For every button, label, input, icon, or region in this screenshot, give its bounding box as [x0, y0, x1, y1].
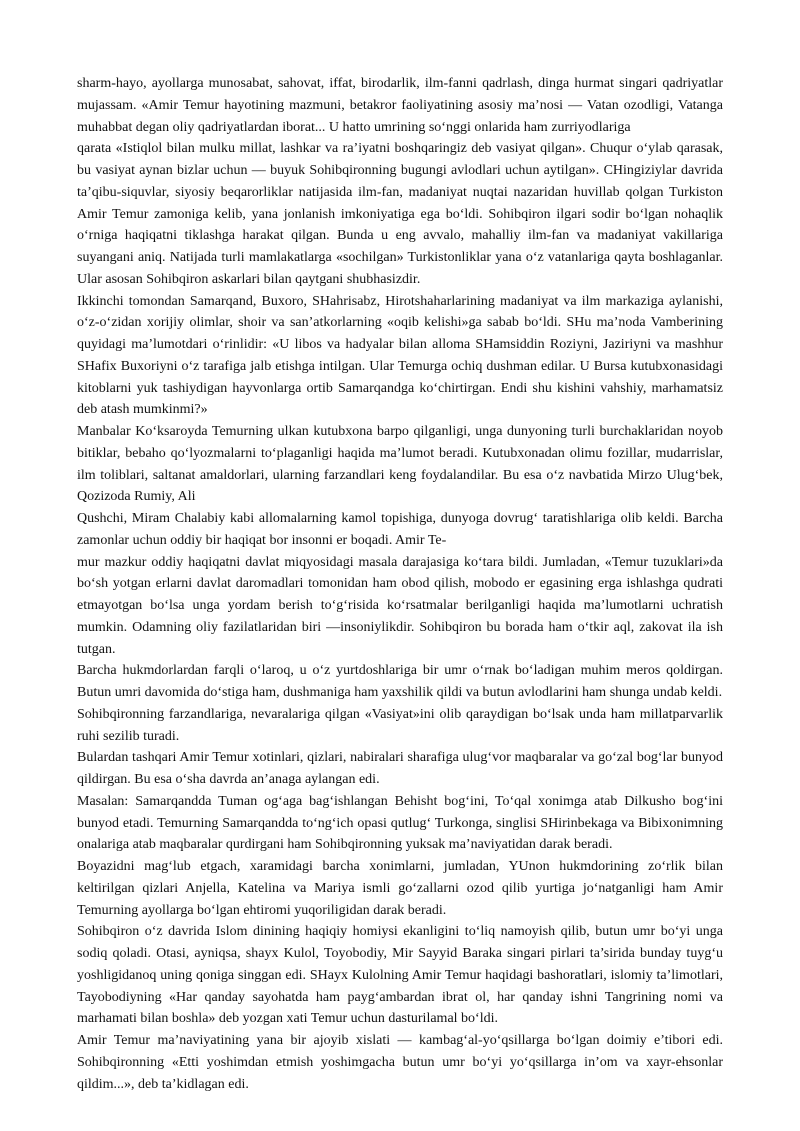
paragraph: mur mazkur oddiy haqiqatni davlat miqyosidagi masala darajasiga ko‘tara bildi. Jumladan, «Temur tuzuklari»da bo‘sh yotgan erlarni davlat daromadlari tomonidan ham obod qilish, mobodo er egasining erga ishlashga qudrati etmayotgan bo‘lsa unga yordam berish to‘g‘risida ko‘rsatmalar berilganligi haqida ma’lumotlarni uchratish mumkin. Odamning oliy fazilatlaridan biri —insoniylikdir. Sohibqiron bu borada ham o‘tkir aql, zakovat ila ish tutgan. [77, 554, 723, 657]
document-page [77, 73, 723, 1095]
paragraph: Ikkinchi tomondan Samarqand, Buxoro, SHahrisabz, Hirotshaharlarining madaniyat va ilm markaziga aylanishi, o‘z-o‘zidan xorijiy olimlar, shoir va san’atkorlarning «oqib kelishi»ga sabab bo‘ldi. SHu ma’noda Vamberining quyidagi ma’lumotdari o‘rinlidir: «U libos va hadyalar bilan alloma SHamsiddin Roziyni, Jaziriyni va mashhur SHafix Buxoriyni o‘z tarafiga jalb etishga intilgan. Ular Temurga ochiq dushman edilar. U Bursa kutubxonasidagi kitoblarni yuk tashiydigan hayvonlarga ortib Samarqandga ko‘chirtirgan. Endi shu kishini vahshiy, marhamatsiz deb atash mumkinmi?» [77, 293, 723, 418]
paragraph: Bulardan tashqari Amir Temur xotinlari, qizlari, nabiralari sharafiga ulug‘vor maqbaralar va go‘zal bog‘lar bunyod qildirgan. Bu esa o‘sha davrda an’anaga aylangan edi. [77, 750, 723, 787]
paragraph: Qushchi, Miram Chalabiy kabi allomalarning kamol topishiga, dunyoga dovrug‘ taratishlariga olib keldi. Barcha zamonlar uchun oddiy bir haqiqat bor insonni er boqadi. Amir Te- [77, 511, 723, 548]
paragraph: Manbalar Ko‘ksaroyda Temurning ulkan kutubxona barpo qilganligi, unga dunyoning turli burchaklaridan noyob bitiklar, bebaho qo‘lyozmalarni to‘plaganligi haqida ma’lumot beradi. Kutubxonadan olimu fozillar, mudarrislar, ilm toliblari, saltanat amaldorlari, ularning farzandlari keng foydalandilar. Bu esa o‘z navbatida Mirzo Ulug‘bek, Qozizoda Rumiy, Ali [77, 424, 723, 505]
paragraph: Boyazidni mag‘lub etgach, xaramidagi barcha xonimlarni, jumladan, YUnon hukmdorining zo‘rlik bilan keltirilgan qizlari Anjella, Katelina va Mariya ismli go‘zallarni ozod qilib yurtiga jo‘natganligi ham Amir Temurning ayollarga bo‘lgan ehtiromi yuqoriligidan darak beradi. [77, 859, 723, 918]
paragraph: sharm-hayo, ayollarga munosabat, sahovat, iffat, birodarlik, ilm-fanni qadrlash, dinga hurmat singari qadriyatlar mujassam. «Amir Temur hayotining mazmuni, betakror faoliyatining asosiy ma’nosi — Vatan ozodligi, Vatanga muhabbat degan oliy qadriyatlardan iborat... U hatto umrining so‘nggi onlarida ham zurriyodlariga [77, 76, 723, 135]
paragraph: Amir Temur ma’naviyatining yana bir ajoyib xislati — kambag‘al-yo‘qsillarga bo‘lgan doimiy e’tibori edi. Sohibqironning «Etti yoshimdan etmish yoshimgacha butun umr bo‘yi yo‘qsillarga in’om va xayr-ehsonlar qildim...», deb ta’kidlagan edi. [77, 1033, 723, 1092]
paragraph: Masalan: Samarqandda Tuman og‘aga bag‘ishlangan Behisht bog‘ini, To‘qal xonimga atab Dilkusho bog‘ini bunyod etadi. Temurning Samarqandda to‘ng‘ich opasi qutlug‘ Turkonga, singlisi SHirinbekaga va Bibixonimning onalariga atab maqbaralar qurdirgani ham Sohibqironning yuksak ma’naviyatidan darak beradi. [77, 793, 723, 853]
paragraph: Barcha hukmdorlardan farqli o‘laroq, u o‘z yurtdoshlariga bir umr o‘rnak bo‘ladigan muhim meros qoldirgan. Butun umri davomida do‘stiga ham, dushmaniga ham yaxshilik qildi va butun avlodlarini ham shunga undab keldi. [77, 663, 723, 700]
paragraph: Sohibqironning farzandlariga, nevaralariga qilgan «Vasiyat»ini olib qaraydigan bo‘lsak unda ham millatparvarlik ruhi sezilib turadi. [77, 706, 723, 744]
paragraph: Sohibqiron o‘z davrida Islom dinining haqiqiy homiysi ekanligini to‘liq namoyish qilib, butun umr bo‘yi unga sodiq qoladi. Otasi, ayniqsa, shayx Kulol, Toyobodiy, Mir Sayyid Baraka singari pirlari ta’sirida bunday tuyg‘u yoshligidanoq uning qoniga singgan edi. SHayx Kulolning Amir Temur haqidagi bashoratlari, islomiy ta’limotlari, Tayobodiyning «Har qanday sayohatda ham payg‘ambardan ibrat ol, har qanday ishni Tangrining nomi va marhamati bilan boshla» deb yozgan xati Temur uchun dasturilamal bo‘ldi. [77, 924, 723, 1027]
paragraph: qarata «Istiqlol bilan mulku millat, lashkar va ra’iyatni boshqaringiz deb vasiyat qilgan». Chuqur o‘ylab qarasak, bu vasiyat aynan bizlar uchun — buyuk Sohibqironning bugungi avlodlari uchun aytilgan». CHingiziylar davrida ta’qibu-siquvlar, siyosiy beqarorliklar natijasida ilm-fan, madaniyat nuqtai nazaridan huvillab qolgan Turkiston Amir Temur zamoniga kelib, yana jonlanish imkoniyatiga ega bo‘ldi. Sohibqiron ilgari sodir bo‘lgan nohaqlik o‘rniga haqiqatni tiklashga harakat qilgan. Bunda u eng avvalo, mahalliy ilm-fan va madaniyat vakillariga suyangani aniq. Natijada turli mamlakatlarga «sochilgan» Turkistonliklar yana o‘z vatanlariga qayta boshlaganlar. Ular asosan Sohibqiron askarlari bilan qaytgani shubhasizdir. [77, 141, 723, 287]
